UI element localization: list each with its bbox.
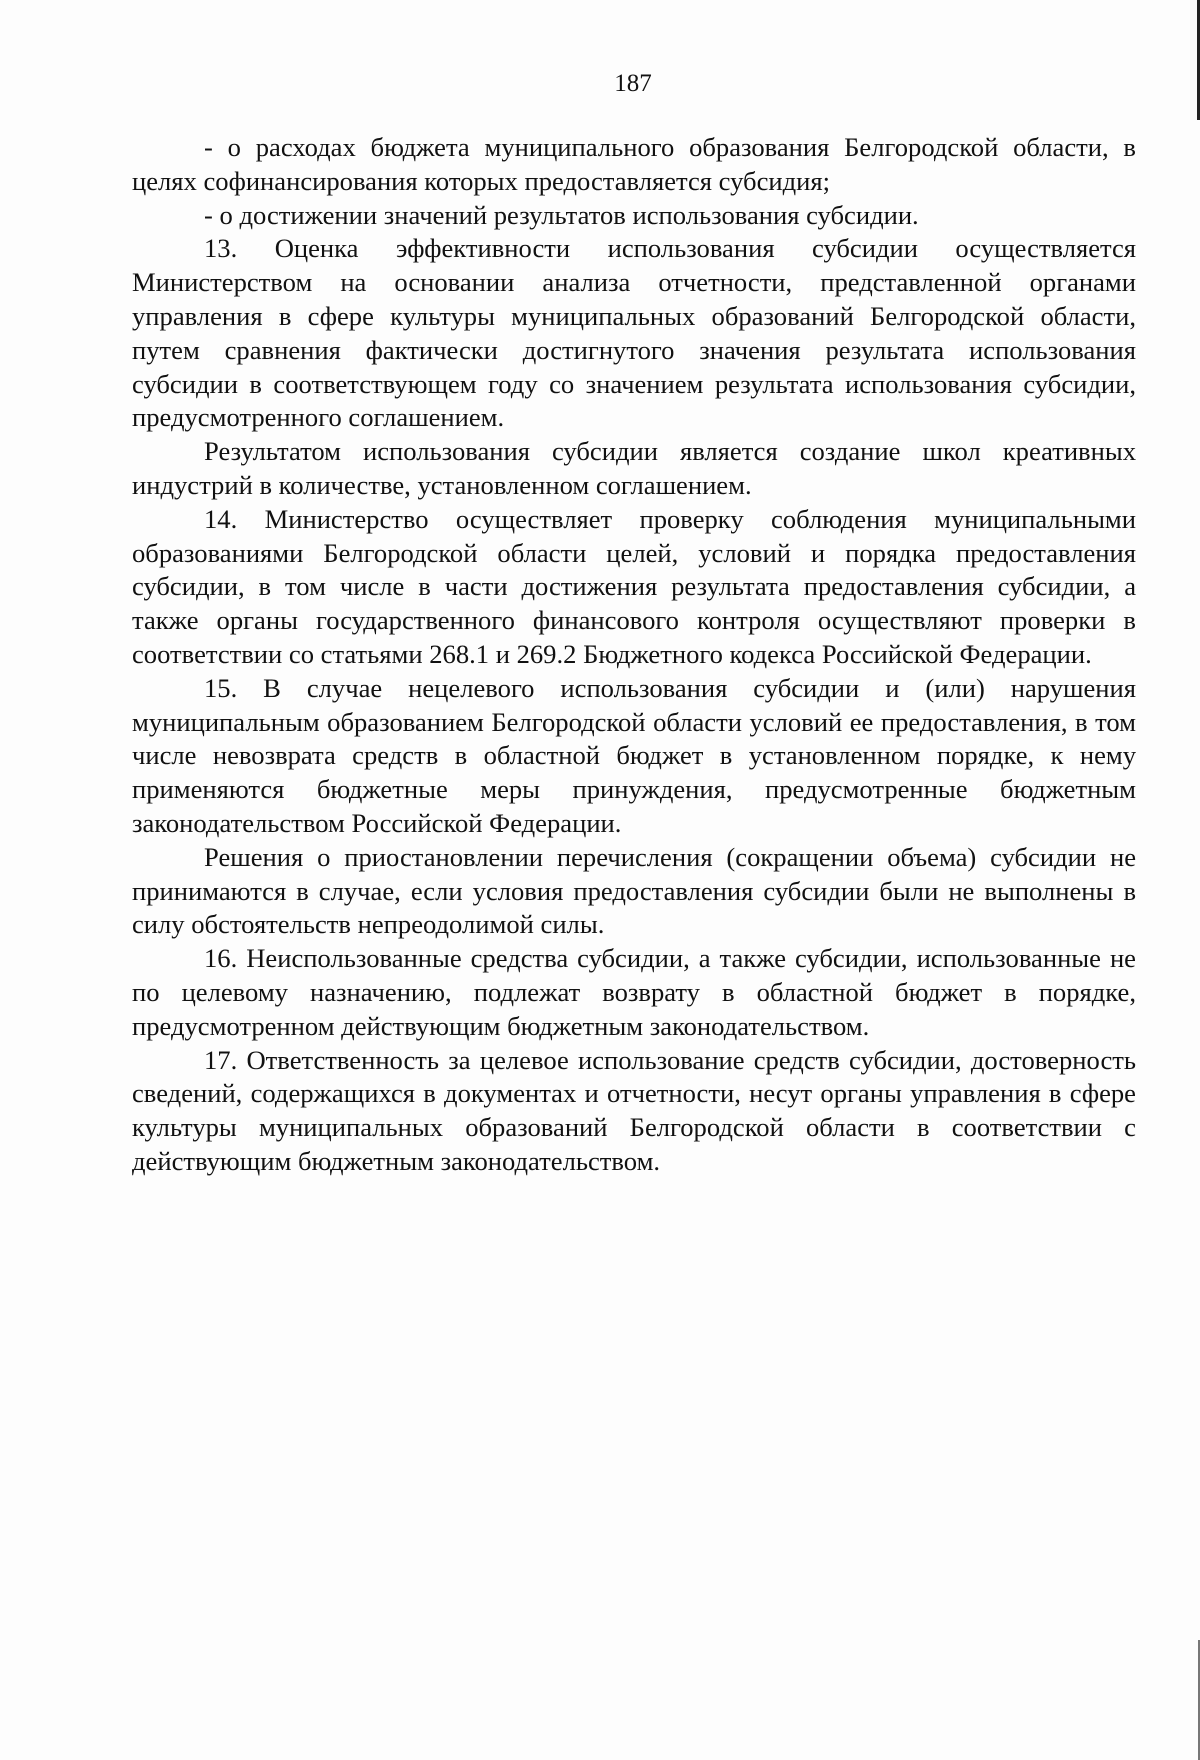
paragraph: Решения о приостановлении перечисления (сокращении объема) субсидии не принимаются в случае, если условия предоставления субсидии были не выполнены в силу обстоятельств непреодолимой силы.: [132, 841, 1136, 940]
paragraph: - о расходах бюджета муниципального образования Белгородской области, в целях софинансирования которых предоставляется субсидия;: [132, 132, 1136, 196]
paragraph-section-16: 16. Неиспользованные средства субсидии, а также субсидии, использованные не по целевому назначению, подлежат возврату в областной бюджет в порядке, предусмотренном действующим бюджетным законодательством.: [132, 943, 1136, 1041]
paragraph: - о достижении значений результатов использования субсидии.: [204, 199, 919, 230]
paragraph-section-13: 13. Оценка эффективности использования субсидии осуществляется Министерством на основании анализа отчетности, представленной органами управления в сфере культуры муниципальных образований Белгородской области, путем сравнения фактически достигнутого значения результата использования субсидии в соответствующем году со значением результата использования субсидии, предусмотренного соглашением.: [132, 233, 1136, 433]
paragraph-section-15: 15. В случае нецелевого использования субсидии и (или) нарушения муниципальным образованием Белгородской области условий ее предоставления, в том числе невозврата средств в областной бюджет в установленном порядке, к нему применяются бюджетные меры принуждения, предусмотренные бюджетным законодательством Российской Федерации.: [132, 672, 1136, 838]
paragraph-section-17: 17. Ответственность за целевое использование средств субсидии, достоверность сведений, содержащихся в документах и отчетности, несут органы управления в сфере культуры муниципальных образований Белгородской области в соответствии с действующим бюджетным законодательством.: [132, 1044, 1136, 1176]
page-number: 187: [614, 70, 652, 97]
paragraph: Результатом использования субсидии является создание школ креативных индустрий в количестве, установленном соглашением.: [132, 436, 1136, 500]
paragraph-section-14: 14. Министерство осуществляет проверку соблюдения муниципальными образованиями Белгородской области целей, условий и порядка предоставления субсидии, в том числе в части достижения результата предоставления субсидии, а также органы государственного финансового контроля осуществляют проверки в соответствии со статьями 268.1 и 269.2 Бюджетного кодекса Российской Федерации.: [132, 503, 1136, 669]
document-body: [132, 131, 1136, 1179]
